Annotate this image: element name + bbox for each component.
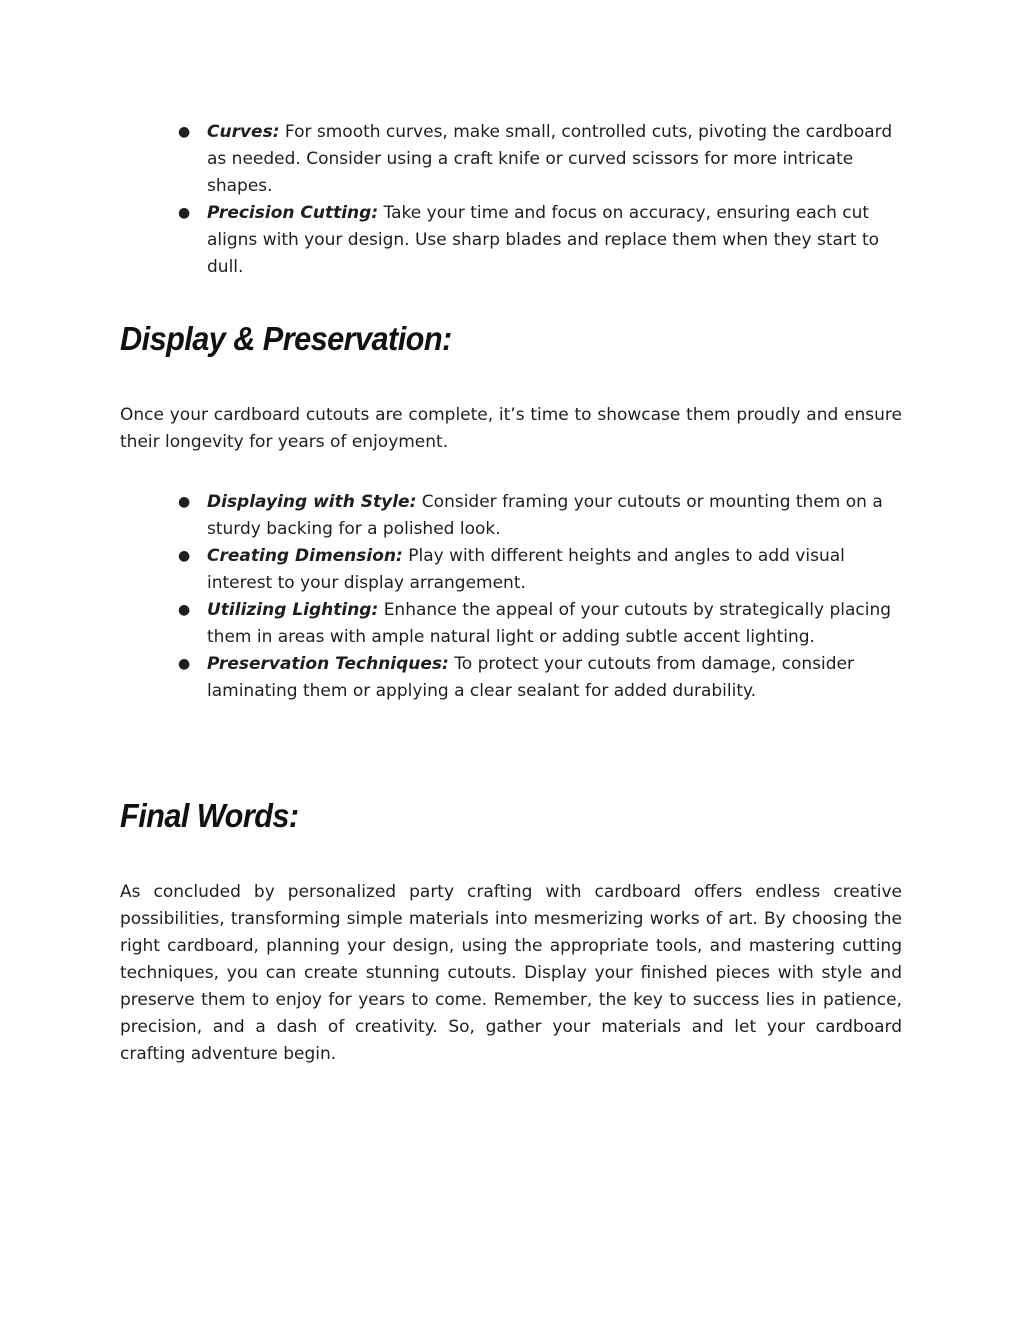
section-heading-display: Display & Preservation: — [120, 320, 452, 357]
list-item-text: Enhance the appeal of your cutouts by strategically placing them in areas with ample natural light or adding subtle accent lighting. — [207, 600, 892, 647]
list-item-text: To protect your cutouts from damage, consider laminating them or applying a clear sealant for added durability. — [207, 654, 854, 701]
bullet-icon: ● — [178, 548, 191, 564]
list-item — [0, 489, 905, 543]
list-item-text: For smooth curves, make small, controlled cuts, pivoting the cardboard as needed. Consider using a craft knife or curved scissors for more intricate shapes. — [207, 122, 893, 196]
bullet-icon: ● — [178, 494, 191, 510]
bullet-icon: ● — [178, 205, 191, 221]
list-item — [0, 597, 905, 651]
list-item-text: Consider framing your cutouts or mounting them on a sturdy backing for a polished look. — [207, 492, 883, 539]
bullet-icon: ● — [178, 602, 191, 618]
display-tips-list — [0, 489, 1024, 705]
list-item-term: Utilizing Lighting: — [207, 600, 379, 620]
bullet-icon: ● — [178, 656, 191, 672]
section-heading-final: Final Words: — [120, 797, 299, 834]
section-intro-paragraph: Once your cardboard cutouts are complete, it’s time to showcase them proudly and ensure their longevity for years of enjoyment. — [120, 405, 902, 452]
list-item-term: Displaying with Style: — [207, 492, 417, 512]
bullet-icon: ● — [178, 124, 191, 140]
list-item — [0, 543, 905, 597]
list-item-term: Creating Dimension: — [207, 546, 403, 566]
list-item-text: Take your time and focus on accuracy, ensuring each cut aligns with your design. Use sharp blades and replace them when they start to dull. — [207, 203, 880, 277]
list-item-term: Curves: — [207, 122, 280, 142]
list-item — [0, 119, 905, 200]
final-paragraph: As concluded by personalized party crafting with cardboard offers endless creative possibilities, transforming simple materials into mesmerizing works of art. By choosing the right cardboard, planning your design, using the appropriate tools, and mastering cutting techniques, you can create stunning cutouts. Display your finished pieces with style and preserve them to enjoy for years to come. Remember, the key to success lies in patience, precision, and a dash of creativity. So, gather your materials and let your cardboard crafting adventure begin. — [120, 882, 902, 1064]
list-item-term: Precision Cutting: — [207, 203, 379, 223]
cutting-tips-list — [0, 119, 1024, 281]
list-item — [0, 651, 905, 705]
list-item-term: Preservation Techniques: — [207, 654, 449, 674]
list-item-text: Play with different heights and angles to add visual interest to your display arrangement. — [207, 546, 845, 593]
list-item — [0, 200, 905, 281]
